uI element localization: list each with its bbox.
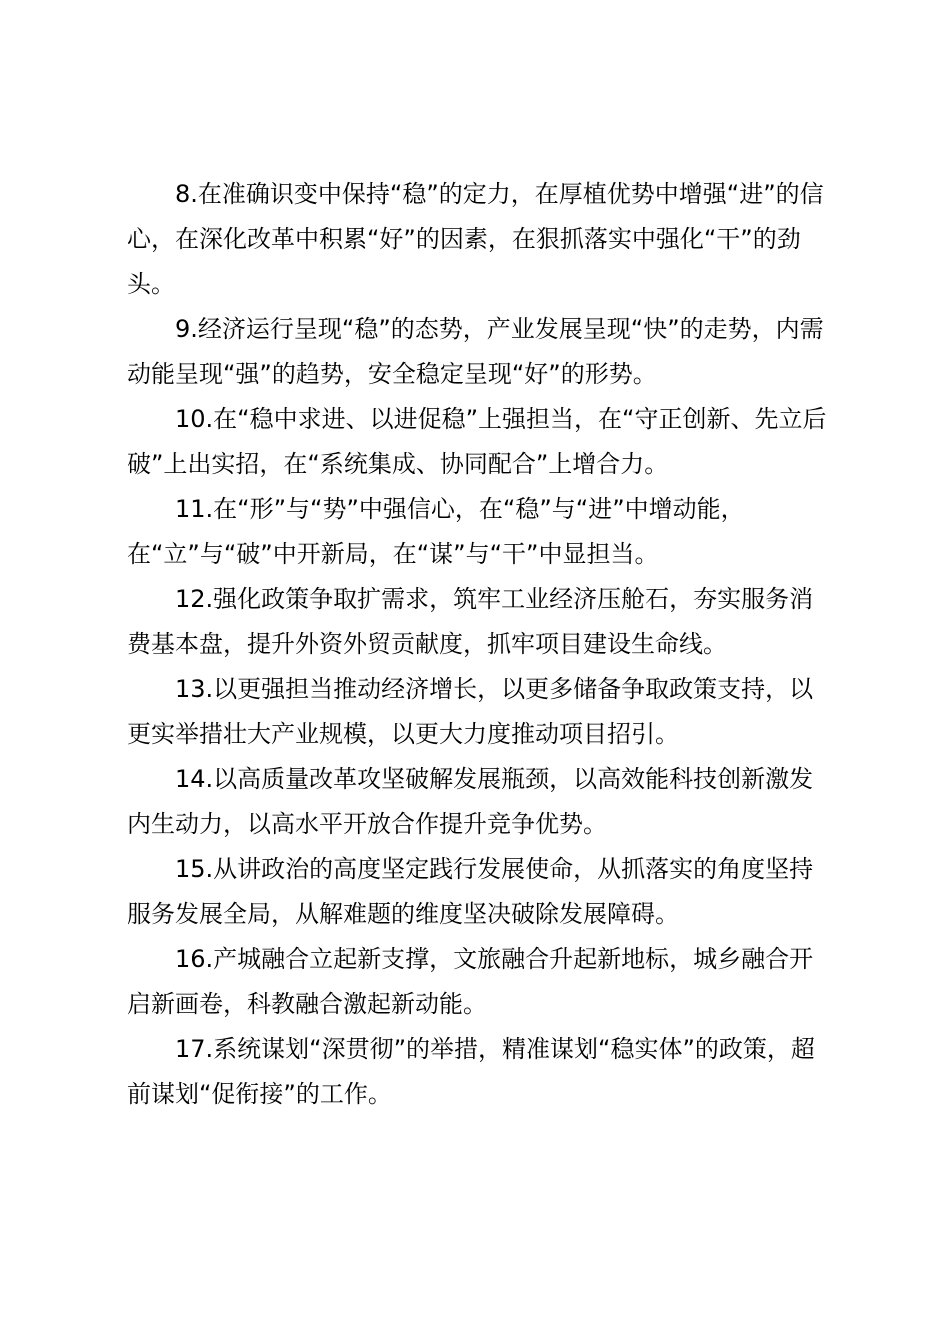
document-body bbox=[127, 172, 827, 1117]
paragraph-8: 8.在准确识变中保持“稳”的定力，在厚植优势中增强“进”的信心，在深化改革中积累“好”的因素，在狠抓落实中强化“干”的劲头。 bbox=[127, 180, 824, 298]
paragraph-13: 13.以更强担当推动经济增长，以更多储备争取政策支持，以更实举措壮大产业规模，以更大力度推动项目招引。 bbox=[127, 675, 814, 748]
paragraph-17: 17.系统谋划“深贯彻”的举措，精准谋划“稳实体”的政策，超前谋划“促衔接”的工作。 bbox=[127, 1035, 815, 1108]
paragraph-16: 16.产城融合立起新支撑，文旅融合升起新地标，城乡融合开启新画卷，科教融合激起新动能。 bbox=[127, 945, 814, 1018]
paragraph-12: 12.强化政策争取扩需求，筑牢工业经济压舱石，夯实服务消费基本盘，提升外资外贸贡献度，抓牢项目建设生命线。 bbox=[127, 585, 814, 658]
paragraph-15: 15.从讲政治的高度坚定践行发展使命，从抓落实的角度坚持服务发展全局，从解难题的维度坚决破除发展障碍。 bbox=[127, 855, 814, 928]
paragraph-9: 9.经济运行呈现“稳”的态势，产业发展呈现“快”的走势，内需动能呈现“强”的趋势，安全稳定呈现“好”的形势。 bbox=[127, 315, 824, 388]
paragraph-11: 11.在“形”与“势”中强信心，在“稳”与“进”中增动能，在“立”与“破”中开新局，在“谋”与“干”中显担当。 bbox=[127, 495, 745, 568]
paragraph-10: 10.在“稳中求进、以进促稳”上强担当，在“守正创新、先立后破”上出实招，在“系统集成、协同配合”上增合力。 bbox=[127, 405, 827, 478]
paragraph-14: 14.以高质量改革攻坚破解发展瓶颈，以高效能科技创新激发内生动力，以高水平开放合作提升竞争优势。 bbox=[127, 765, 814, 838]
